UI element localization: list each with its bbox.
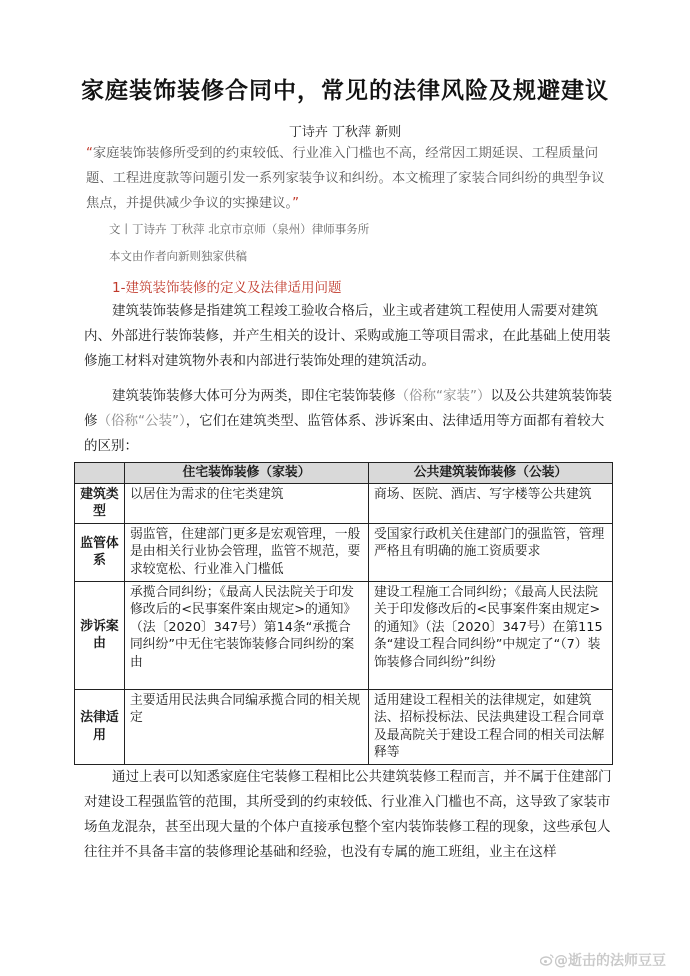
paragraph-categories — [84, 384, 612, 459]
para2-part-d: （俗称“公装”） — [97, 413, 186, 429]
abstract-text: 家庭装饰装修所受到的约束较低、行业准入门槛也不高，经常因工期延误、工程质量问题、工程进度款等问题引发一系列家装争议和纠纷。本文梳理了家装合同纠纷的典型争议焦点，并提供减少争议的实操建议。 — [86, 146, 605, 211]
open-quote: “ — [86, 146, 93, 161]
table-row — [75, 523, 613, 581]
table-cell-public: 建设工程施工合同纠纷；《最高人民法院关于印发修改后的<民事案件案由规定>的通知》（法〔2020〕347号）在第115条“建设工程合同纠纷”中规定了“（7）装饰装修合同纠纷”纠纷 — [369, 581, 613, 689]
para2-part-e: ，它们在建筑类型、监管体系、涉诉案由、法律适用等方面都有着较大的区别： — [84, 413, 605, 454]
section-heading: 1-建筑装饰装修的定义及法律适用问题 — [112, 280, 342, 296]
table-cell-home: 承揽合同纠纷；《最高人民法院关于印发修改后的<民事案件案由规定>的通知》（法〔2020〕347号）第14条“承揽合同纠纷”中无住宅装饰装修合同纠纷的案由 — [125, 581, 369, 689]
table-row — [75, 689, 613, 764]
comparison-table — [74, 462, 613, 765]
para2-part-c: 以及公共建筑装饰装修 — [84, 388, 612, 429]
table-cell-home: 弱监管，住建部门更多是宏观管理，一般是由相关行业协会管理，监管不规范，要求较宽松、行业准入门槛低 — [125, 523, 369, 581]
table-row — [75, 483, 613, 523]
paragraph-definition: 建筑装饰装修是指建筑工程竣工验收合格后，业主或者建筑工程使用人需要对建筑内、外部进行装饰装修，并产生相关的设计、采购或施工等项目需求，在此基础上使用装修施工材料对建筑物外表和内部进行装饰处理的建筑活动。 — [84, 303, 611, 369]
table-header-row — [75, 463, 613, 484]
authors: 丁诗卉 丁秋萍 新则 — [288, 125, 402, 140]
close-quote: ” — [292, 196, 299, 211]
byline: 文丨丁诗卉 丁秋萍 北京市京师（泉州）律师事务所 — [109, 222, 370, 236]
table-cell-public: 适用建设工程相关的法律规定，如建筑法、招标投标法、民法典建设工程合同章及最高院关于建设工程合同的相关司法解释等 — [369, 689, 613, 764]
paragraph-analysis: 通过上表可以知悉家庭住宅装修工程相比公共建筑装修工程而言，并不属于住建部门对建设工程强监管的范围，其所受到的约束较低、行业准入门槛也不高，这导致了家装市场鱼龙混杂，甚至出现大量的个体户直接承包整个室内装饰装修工程的现象，这些承包人往往并不具备丰富的装修理论基础和经验，也没有专属的施工班组，业主在这样 — [84, 769, 612, 860]
table-header-cell: 公共建筑装饰装修（公装） — [369, 463, 613, 484]
table-cell-home: 以居住为需求的住宅类建筑 — [125, 483, 369, 523]
table-cell-home: 主要适用民法典合同编承揽合同的相关规定 — [125, 689, 369, 764]
row-label: 监管体系 — [75, 523, 125, 581]
watermark-text: @逝击的法师豆豆 — [554, 953, 666, 969]
row-label: 建筑类型 — [75, 483, 125, 523]
weibo-icon — [540, 954, 554, 966]
table-cell-public: 商场、医院、酒店、写字楼等公共建筑 — [369, 483, 613, 523]
table-row — [75, 581, 613, 689]
watermark — [540, 950, 666, 970]
source-note: 本文由作者向新则独家供稿 — [109, 249, 247, 263]
table-cell-public: 受国家行政机关住建部门的强监管，管理严格且有明确的施工资质要求 — [369, 523, 613, 581]
row-label: 涉诉案由 — [75, 581, 125, 689]
para2-part-a: 建筑装饰装修大体可分为两类，即住宅装饰装修 — [112, 388, 396, 404]
table-header-cell: 住宅装饰装修（家装） — [125, 463, 369, 484]
para2-part-b: （俗称“家装”） — [395, 388, 491, 404]
row-label: 法律适用 — [75, 689, 125, 764]
abstract — [86, 141, 606, 216]
article-title: 家庭装饰装修合同中，常见的法律风险及规避建议 — [81, 78, 609, 104]
table-header-cell — [75, 463, 125, 484]
